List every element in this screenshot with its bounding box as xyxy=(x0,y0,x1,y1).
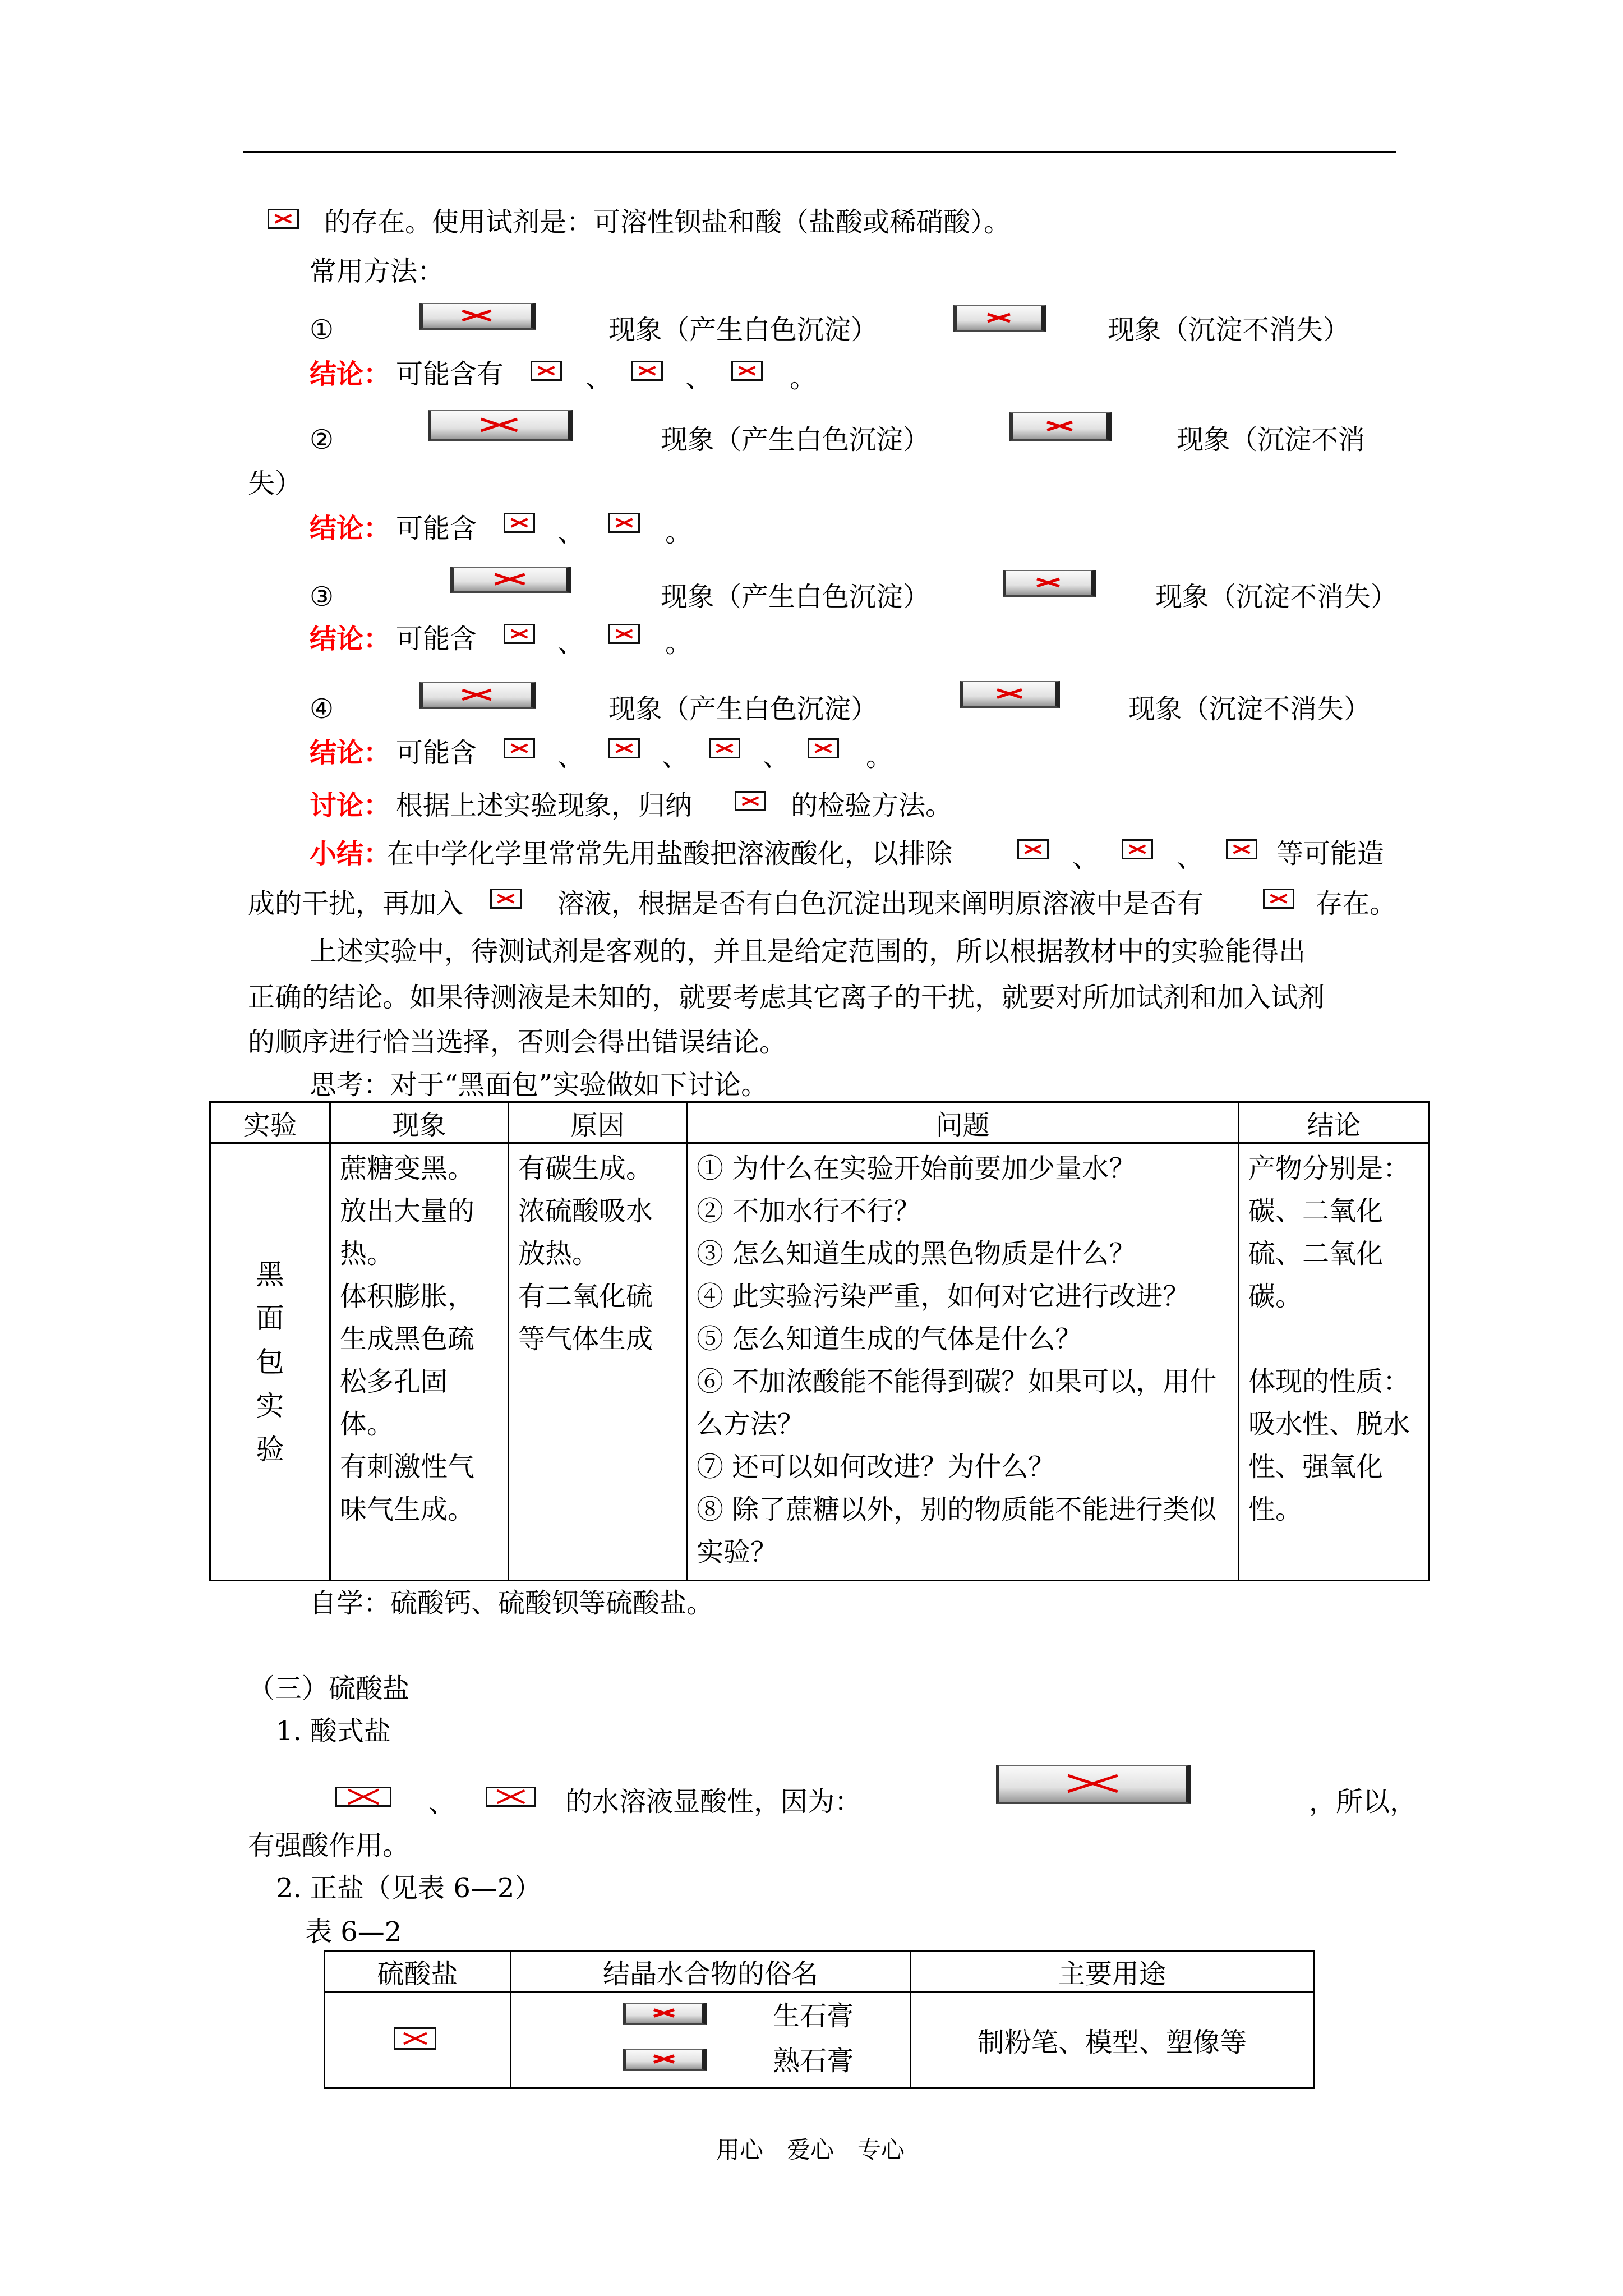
broken-image-icon xyxy=(1017,839,1049,859)
question-item: ④ 此实验污染严重，如何对它进行改进？ xyxy=(697,1281,1190,1312)
header-rule xyxy=(243,151,1396,153)
text-line: 常用方法： xyxy=(310,256,445,287)
phenomenon-text: 现象（沉淀不消失） xyxy=(1155,581,1398,613)
broken-image-icon xyxy=(486,1787,536,1807)
phenomenon-text: 现象（产生白色沉淀） xyxy=(608,693,878,725)
conclusion-item: 体现的性质：吸水性、脱水性、强氧化性。 xyxy=(1248,1366,1410,1525)
text-line: 的存在。使用试剂是：可溶性钡盐和酸（盐酸或稀硝酸）。 xyxy=(324,206,1011,238)
phenomenon-text: 现象（产生白色沉淀） xyxy=(608,314,878,346)
broken-image-icon xyxy=(1263,889,1294,909)
method-number: ④ xyxy=(310,693,334,725)
text-line: 溶液，根据是否有白色沉淀出现来阐明原溶液中是否有 xyxy=(557,888,1204,919)
text-line: 可能含有 xyxy=(396,358,504,390)
separator: 、 xyxy=(557,627,585,659)
text-line: 成的干扰，再加入 xyxy=(248,888,464,919)
text-line: 自学：硫酸钙、硫酸钡等硫酸盐。 xyxy=(310,1588,714,1619)
separator: 、 xyxy=(662,741,689,772)
question-item: ⑤ 怎么知道生成的气体是什么？ xyxy=(697,1323,1082,1355)
separator: 、 xyxy=(1177,842,1204,873)
conclusion-label: 结论： xyxy=(310,623,391,655)
conclusion-label: 结论： xyxy=(310,513,391,544)
text-line: 上述实验中，待测试剂是客观的，并且是给定范围的，所以根据教材中的实验能得出 xyxy=(310,936,1306,967)
causes-cell xyxy=(509,1143,687,1581)
summary-label: 小结： xyxy=(310,838,391,869)
text-line: 可能含 xyxy=(396,513,477,544)
broken-image-icon xyxy=(504,738,535,758)
broken-image-icon xyxy=(608,738,640,758)
subsection-heading: 2. 正盐（见表 6—2） xyxy=(276,1872,542,1904)
end-mark: 。 xyxy=(790,362,817,394)
text-line: 可能含 xyxy=(396,623,477,655)
text-line: 存在。 xyxy=(1316,888,1397,919)
conclusion-label: 结论： xyxy=(310,358,391,390)
question-item: ⑧ 除了蔗糖以外，别的物质能不能进行类似实验？ xyxy=(697,1494,1217,1568)
separator: 、 xyxy=(685,362,713,394)
questions-cell xyxy=(687,1143,1239,1581)
separator: 、 xyxy=(585,362,613,394)
broken-image-icon xyxy=(1003,570,1096,597)
conclusion-label: 结论： xyxy=(310,737,391,769)
broken-image-icon xyxy=(268,209,299,229)
question-item: ⑦ 还可以如何改进？为什么？ xyxy=(697,1451,1055,1483)
broken-image-icon xyxy=(953,305,1046,332)
separator: 、 xyxy=(557,517,585,548)
broken-image-icon xyxy=(731,361,763,381)
method-number: ② xyxy=(310,424,334,455)
question-item: ① 为什么在实验开始前要加少量水？ xyxy=(697,1153,1136,1184)
phenomenon-item: 蔗糖变黑。 xyxy=(340,1153,475,1184)
broken-image-icon xyxy=(531,361,562,381)
text-line: 在中学化学里常常先用盐酸把溶液酸化，以排除 xyxy=(387,838,953,869)
end-mark: 。 xyxy=(665,517,693,548)
broken-image-icon xyxy=(504,513,535,533)
table-caption: 表 6—2 xyxy=(305,1916,402,1948)
broken-image-icon xyxy=(808,738,839,758)
text-line: 的水溶液显酸性，因为： xyxy=(565,1786,862,1818)
conclusion-item: 产物分别是：碳、二氧化硫、二氧化碳。 xyxy=(1248,1153,1410,1312)
experiment-table xyxy=(209,1101,1430,1581)
broken-image-icon xyxy=(428,410,573,441)
method-number: ③ xyxy=(310,581,334,613)
section-heading: （三）硫酸盐 xyxy=(248,1673,410,1704)
sulfate-formula-cell xyxy=(325,1992,511,2088)
phenomenon-text: 现象（沉淀不消 xyxy=(1177,424,1366,455)
header-cell: 问题 xyxy=(687,1102,1239,1143)
header-cell: 结论 xyxy=(1239,1102,1430,1143)
header-cell: 现象 xyxy=(330,1102,509,1143)
broken-image-icon xyxy=(608,624,640,644)
phenomenon-item: 放出大量的热。 xyxy=(340,1195,475,1269)
end-mark: 。 xyxy=(866,741,893,772)
broken-image-icon xyxy=(1122,839,1153,859)
broken-image-icon xyxy=(623,2003,707,2025)
broken-image-icon xyxy=(608,513,640,533)
text-line: 失） xyxy=(248,468,302,499)
text-line: 正确的结论。如果待测液是未知的，就要考虑其它离子的干扰，就要对所加试剂和加入试剂 xyxy=(248,982,1325,1013)
broken-image-icon xyxy=(450,567,571,593)
text-line: 等可能造 xyxy=(1276,838,1385,869)
phenomenon-item: 有刺激性气味气生成。 xyxy=(340,1451,475,1525)
header-cell: 实验 xyxy=(210,1102,330,1143)
end-mark: 。 xyxy=(665,627,693,659)
broken-image-icon xyxy=(735,791,766,811)
separator: 、 xyxy=(428,1787,456,1819)
cause-item: 有二氧化硫等气体生成 xyxy=(518,1281,653,1355)
text-line: 的检验方法。 xyxy=(791,790,953,821)
page-footer: 用心 爱心 专心 xyxy=(716,2136,905,2164)
experiment-name: 黑面包实验 xyxy=(256,1258,284,1466)
sulfate-table xyxy=(324,1950,1315,2089)
method-number: ① xyxy=(310,314,334,346)
broken-image-icon xyxy=(960,681,1060,708)
separator: 、 xyxy=(1072,842,1100,873)
broken-image-icon xyxy=(631,361,663,381)
use-cell xyxy=(911,1992,1314,2088)
phenomenon-text: 现象（产生白色沉淀） xyxy=(661,424,930,455)
cause-item: 有碳生成。 xyxy=(518,1153,653,1184)
separator: 、 xyxy=(763,741,790,772)
header-cell: 原因 xyxy=(509,1102,687,1143)
broken-image-icon xyxy=(394,2027,436,2050)
broken-image-icon xyxy=(419,682,536,709)
header-cell: 主要用途 xyxy=(911,1951,1314,1992)
header-cell: 硫酸盐 xyxy=(325,1951,511,1992)
use-text: 制粉笔、模型、塑像等 xyxy=(977,2027,1247,2058)
broken-image-icon xyxy=(1226,839,1257,859)
broken-image-icon xyxy=(504,624,535,644)
phenomenon-item: 体积膨胀，生成黑色疏松多孔固体。 xyxy=(340,1281,475,1440)
text-line: 思考：对于“黑面包”实验做如下讨论。 xyxy=(310,1069,768,1101)
hydrate-name: 熟石膏 xyxy=(773,2045,854,2077)
text-line: 根据上述实验现象，归纳 xyxy=(396,790,693,821)
question-item: ⑥ 不加浓酸能不能得到碳？如果可以，用什么方法？ xyxy=(697,1366,1217,1440)
phenomena-cell xyxy=(330,1143,509,1581)
discuss-label: 讨论： xyxy=(310,790,391,821)
text-line: 的顺序进行恰当选择，否则会得出错误结论。 xyxy=(248,1027,787,1058)
phenomenon-text: 现象（沉淀不消失） xyxy=(1128,693,1371,725)
cause-item: 浓硫酸吸水放热。 xyxy=(518,1195,653,1269)
text-line: 有强酸作用。 xyxy=(248,1830,410,1861)
broken-image-icon xyxy=(996,1765,1191,1804)
broken-image-icon xyxy=(623,2049,707,2071)
broken-image-icon xyxy=(709,738,740,758)
text-line: 可能含 xyxy=(396,737,477,769)
broken-image-icon xyxy=(490,889,522,909)
phenomenon-text: 现象（产生白色沉淀） xyxy=(661,581,930,613)
phenomenon-text: 现象（沉淀不消失） xyxy=(1108,314,1350,346)
separator: 、 xyxy=(557,741,585,772)
hydrate-name-cell xyxy=(511,1992,911,2088)
conclusion-cell xyxy=(1239,1143,1430,1581)
text-line: ，所以， xyxy=(1309,1786,1417,1818)
subsection-heading: 1. 酸式盐 xyxy=(276,1715,391,1747)
header-cell: 结晶水合物的俗名 xyxy=(511,1951,911,1992)
question-item: ③ 怎么知道生成的黑色物质是什么？ xyxy=(697,1238,1136,1269)
hydrate-name: 生石膏 xyxy=(773,2000,854,2032)
broken-image-icon xyxy=(419,303,536,330)
broken-image-icon xyxy=(335,1787,391,1807)
question-item: ② 不加水行不行？ xyxy=(697,1195,921,1227)
experiment-name-cell xyxy=(210,1143,330,1581)
broken-image-icon xyxy=(1009,412,1112,441)
